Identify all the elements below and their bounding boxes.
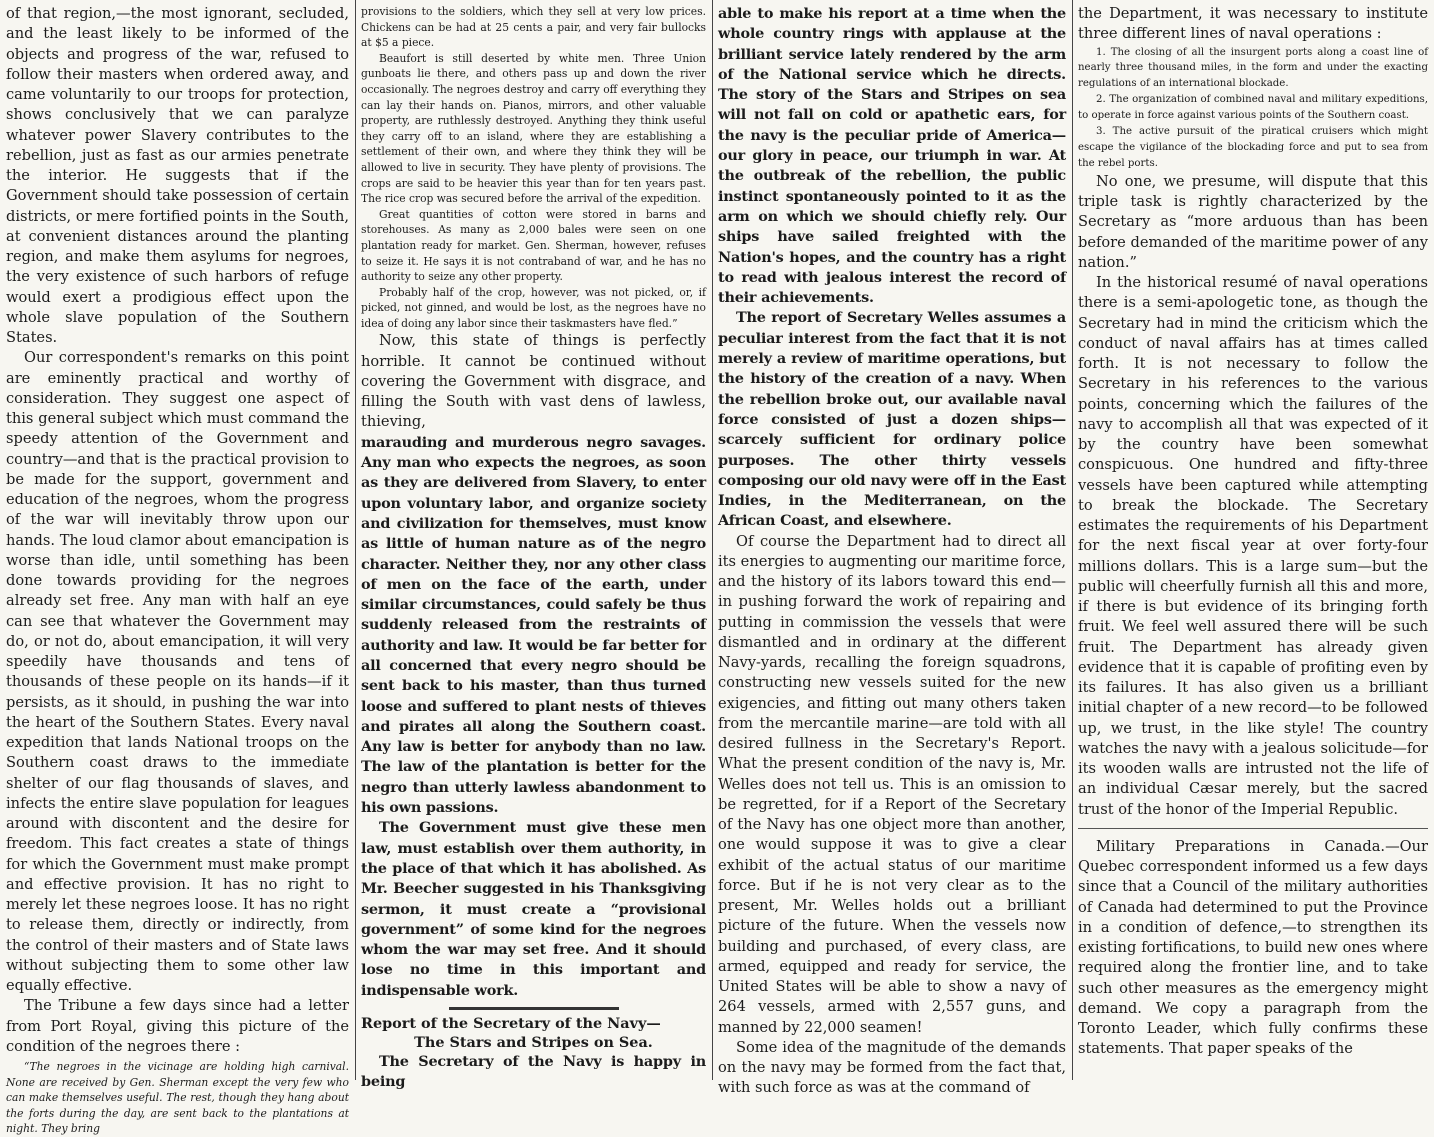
col3-paragraph-4: Some idea of the magnitude of the demands on the navy may be formed from the fact that, with such force as was at the command of <box>718 1038 1066 1097</box>
col4-paragraph-4: Military Preparations in Canada.—Our Quebec correspondent informed us a few days since that a Council of the military authorities of Canada had determined to put the Province in a condition of defence,—to strengthen its existing fortifications, to build new ones where required along the frontier line, and to take such other measures as the emergency might demand. We copy a paragraph from the Toronto Leader, which fully confirms these statements. That paper speaks of the <box>1078 837 1428 1058</box>
col4-list-item-3: 3. The active pursuit of the piratical cruisers which might escape the vigilance of the blockading force and put to sea from the rebel ports. <box>1078 126 1428 169</box>
col1-paragraph-2: Our correspondent's remarks on this point are eminently practical and worthy of consideration. They suggest one aspect of this general subject which must command the speedy attention of the Government and country—and that is the practical provision to be made for the support, government and education of the negroes, whom the progress of the war will inevitably throw upon our hands. The loud clamor about emancipation is worse than idle, until something has been done towards providing for the negroes already set free. Any man with half an eye can see that whatever the Government may do, or not do, about emancipation, it will very speedily have thousands and tens of thousands of these people on its hands—if it persists, as it should, in pushing the war into the heart of the Southern States. Every naval expedition that lands National troops on the Southern coast draws to the immediate shelter of our flag thousands of slaves, and infects the entire slave population for leagues around with discontent and the desire for freedom. This fact creates a state of things for which the Government must make prompt and effective provision. It has no right to merely let these negroes loose. It has no right to release them, directly or indirectly, from the control of their masters and of State laws without subjecting them to some other law equally effective. <box>6 349 349 994</box>
col2-paragraph-2: The Government must give these men law, must establish over them authority, in the place of that which it has abolished. As Mr. Beecher suggested in his Thanksgiving sermon, it must create a “provisional government” of some kind for the negroes whom the war may set free. And it should lose no time in this important and indispensable work. <box>361 819 706 999</box>
column-rule-2 <box>712 0 713 1080</box>
column-1 <box>0 0 355 1136</box>
col1-paragraph-3: The Tribune a few days since had a letter from Port Royal, giving this picture of the condition of the negroes there : <box>6 997 349 1055</box>
col3-paragraph-1: able to make his report at a time when the whole country rings with applause at the brilliant service lately rendered by the arm of the National service which he directs. The story of the Stars and Stripes on sea will not fall on cold or apathetic ears, for the navy is the peculiar pride of America—our glory in peace, our triumph in war. At the outbreak of the rebellion, the public instinct spontaneously pointed to it as the arm on which we should chiefly rely. Our ships have sailed freighted with the Nation's hopes, and the country has a right to read with jealous interest the record of their achievements. <box>718 5 1066 307</box>
item-divider <box>1078 828 1428 829</box>
col4-list-item-2: 2. The organization of combined naval and military expeditions, to operate in force against various points of the Southern coast. <box>1078 94 1428 122</box>
column-3 <box>712 0 1072 1097</box>
col3-paragraph-3: Of course the Department had to direct all its energies to augmenting our maritime force, and the history of its labors toward this end—in pushing forward the work of repairing and putting in commission the vessels that were dismantled and in ordinary at the different Navy-yards, recalling the foreign squadrons, constructing new vessels suited for the new exigencies, and fitting out many others taken from the mercantile marine—are told with all desired fullness in the Secretary's Report. What the present condition of the navy is, Mr. Welles does not tell us. This is an omission to be regretted, for if a Report of the Secretary of the Navy has one object more than another, one would suppose it was to give a clear exhibit of the actual status of our maritime force. But if he is not very clear as to the present, Mr. Welles holds out a brilliant picture of the future. When the vessels now building and purchased, of every class, are armed, equipped and ready for service, the United States will be able to show a navy of 264 vessels, armed with 2,557 guns, and manned by 22,000 seamen! <box>718 532 1066 1036</box>
column-4 <box>1072 0 1434 1080</box>
article-subheadline: The Stars and Stripes on Sea. <box>414 1034 653 1052</box>
col4-paragraph-3: In the historical resumé of naval operations there is a semi-apologetic tone, as though the Secretary had in mind the criticism which the conduct of naval affairs has at times called forth. It is not necessary to follow the Secretary in his references to the various points, concerning which the failures of the navy to accomplish all that was expected of it by the country have been somewhat conspicuous. One hundred and fifty-three vessels have been captured while attempting to break the blockade. The Secretary estimates the requirements of his Department for the next fiscal year at over forty-four millions dollars. This is a large sum—but the public will cheerfully furnish all this and more, if there is but evidence of its bringing forth fruit. We feel well assured there will be such fruit. The Department has already given evidence that it is capable of profiting even by its failures. It has also given us a brilliant initial chapter of a new record—to be followed up, we trust, in the like style! The country watches the navy with a jealous solicitude—for its wooden walls are intrusted not the life of an individual Cæsar merely, but the sacred trust of the honor of the Imperial Republic. <box>1078 274 1428 818</box>
col4-list-item-1: 1. The closing of all the insurgent ports along a coast line of nearly three thousand miles, in the form and under the exacting regulations of an international blockade. <box>1078 46 1428 90</box>
col3-paragraph-2: The report of Secretary Welles assumes a peculiar interest from the fact that it is not merely a review of maritime operations, but the history of the creation of a navy. When the rebellion broke out, our available naval force consisted of just a dozen ships—scarcely sufficient for ordinary police purposes. The other thirty vessels composing our old navy were off in the East Indies, in the Mediterranean, on the African Coast, and elsewhere. <box>718 309 1066 530</box>
col1-paragraph-1: of that region,—the most ignorant, secluded, and the least likely to be informed of the objects and progress of the war, refused to follow their masters when ordered away, and came voluntarily to our troops for protection, shows conclusively that we can paralyze whatever power Slavery contributes to the rebellion, just as fast as our armies penetrate the interior. He suggests that if the Government should take possession of certain districts, or mere fortified points in the South, at convenient distances around the planting region, and make them asylums for negroes, the very existence of such harbors of refuge would exert a prodigious effect upon the whole slave population of the Southern States. <box>6 5 349 346</box>
column-2 <box>355 0 712 1091</box>
col2-paragraph-1: Now, this state of things is perfectly horrible. It cannot be continued without covering the Government with disgrace, and filling the South with vast dens of lawless, thieving, <box>361 332 706 431</box>
col2-quote-1: provisions to the soldiers, which they sell at very low prices. Chickens can be had at 25 cents a pair, and very fair bullocks at $5 a piece. <box>361 5 706 50</box>
column-rule-1 <box>355 0 356 1080</box>
col2-paragraph-1b: marauding and murderous negro savages. Any man who expects the negroes, as soon as they are delivered from Slavery, to enter upon voluntary labor, and organize society and civilization for themselves, must know as little of human nature as of the negro character. Neither they, nor any other class of men on the face of the earth, under similar circumstances, could safely be thus suddenly released from the restraints of authority and law. It would be far better for all concerned that every negro should be sent back to his master, than thus turned loose and suffered to plant nests of thieves and pirates all along the Southern coast. Any law is better for anybody than no law. The law of the plantation is better for the negro than utterly lawless abandonment to his own passions. <box>361 433 706 817</box>
col2-quote-3: Great quantities of cotton were stored in barns and storehouses. As many as 2,000 bales were seen on one plantation ready for market. Gen. Sherman, however, refuses to seize it. He says it is not contraband of war, and he has no authority to seize any other property. <box>361 207 706 284</box>
section-divider <box>449 1007 619 1010</box>
col4-paragraph-1: the Department, it was necessary to institute three different lines of naval operations : <box>1078 5 1428 43</box>
col2-paragraph-3: The Secretary of the Navy is happy in being <box>361 1053 706 1091</box>
col2-quote-2: Beaufort is still deserted by white men. Three Union gunboats lie there, and others pass up and down the river occasionally. The negroes destroy and carry off everything they can lay their hands on. Pianos, mirrors, and other valuable property, are ruthlessly destroyed. Anything they think useful they carry off to an island, where they are establishing a settlement of their own, and where they think they will be allowed to live in security. They have plenty of provisions. The crops are said to be heavier this year than for ten years past. The rice crop was secured before the arrival of the expedition. <box>361 51 706 206</box>
column-rule-3 <box>1072 0 1073 1080</box>
article-headline: Report of the Secretary of the Navy— <box>361 1015 661 1033</box>
col1-quote: “The negroes in the vicinage are holding high carnival. None are received by Gen. Sherman except the very few who can make themselves useful. The rest, though they hang about the forts during the day, are sent back to the plantations at night. They bring <box>6 1060 349 1136</box>
col2-quote-4: Probably half of the crop, however, was not picked, or, if picked, not ginned, and would be lost, as the negroes have no idea of doing any labor since their taskmasters have fled.” <box>361 285 706 330</box>
col4-paragraph-2: No one, we presume, will dispute that this triple task is rightly characterized by the Secretary as “more arduous than has been before demanded of the maritime power of any nation.” <box>1078 172 1428 271</box>
